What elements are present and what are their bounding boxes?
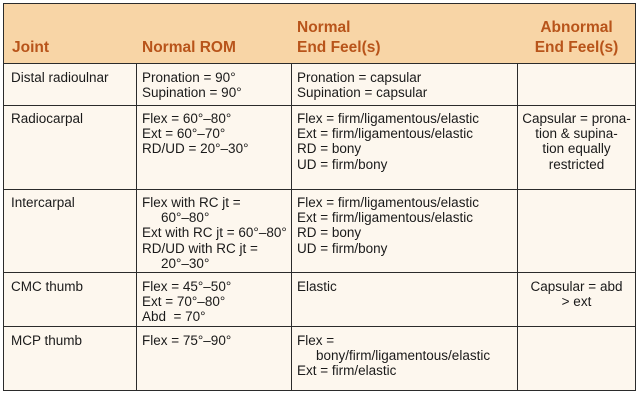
abnormal-line: Capsular = prona- bbox=[522, 111, 631, 126]
row-divider bbox=[4, 63, 635, 64]
rom-line: Ext with RC jt = 60°–80° bbox=[142, 225, 287, 241]
header-normal-end-feel-line-1: Normal bbox=[297, 19, 351, 36]
rom-line: Ext = 70°–80° bbox=[142, 294, 226, 310]
joint-end-feel-table bbox=[3, 3, 636, 391]
rom-line: Flex with RC jt = bbox=[142, 195, 241, 210]
table-header bbox=[4, 4, 635, 64]
end-feel-line: Elastic bbox=[297, 279, 337, 294]
end-feel-line: UD = firm/bony bbox=[297, 240, 388, 256]
header-joint: Joint bbox=[12, 39, 50, 56]
rom-line: Abd = 70° bbox=[142, 309, 206, 325]
abnormal-line: tion & supina- bbox=[535, 126, 618, 142]
rom-line: Ext = 60°–70° bbox=[142, 126, 226, 142]
end-feel-line: Supination = capsular bbox=[297, 85, 428, 101]
end-feel-line: UD = firm/bony bbox=[297, 156, 388, 172]
table-row-distal-radioulnar-end-feel bbox=[297, 70, 427, 100]
header-abnormal-end-feel-line-2: End Feel(s) bbox=[534, 39, 619, 56]
table-row-radiocarpal-rom bbox=[142, 111, 248, 157]
table-row-intercarpal-rom bbox=[142, 195, 287, 271]
end-feel-line: RD = bony bbox=[297, 225, 362, 241]
abnormal-line: Capsular = abd bbox=[530, 279, 623, 294]
end-feel-line: Flex = firm/ligamentous/elastic bbox=[297, 111, 479, 126]
abnormal-line: tion equally bbox=[542, 141, 611, 157]
rom-line: Supination = 90° bbox=[142, 85, 242, 101]
end-feel-line: Flex = bbox=[297, 333, 335, 348]
end-feel-line: bony/firm/ligamentous/elastic bbox=[316, 348, 491, 364]
table-row-cmc-thumb-joint: CMC thumb bbox=[11, 279, 84, 294]
table-row-cmc-thumb-rom bbox=[142, 279, 231, 325]
rom-line: Flex = 75°–90° bbox=[142, 333, 232, 348]
end-feel-line: Ext = firm/ligamentous/elastic bbox=[297, 210, 473, 226]
column-divider bbox=[291, 64, 292, 390]
table-row-radiocarpal-end-feel bbox=[297, 111, 479, 172]
abnormal-line: > ext bbox=[561, 294, 592, 310]
rom-line: Flex = 45°–50° bbox=[142, 279, 232, 294]
table-row-distal-radioulnar-joint: Distal radioulnar bbox=[11, 70, 109, 85]
table-row-mcp-thumb-end-feel bbox=[297, 333, 490, 379]
end-feel-line: Ext = firm/ligamentous/elastic bbox=[297, 126, 473, 142]
row-divider bbox=[4, 326, 635, 327]
table-row-intercarpal-end-feel bbox=[297, 195, 479, 256]
end-feel-line: RD = bony bbox=[297, 141, 362, 157]
header-abnormal-end-feel-line-1: Abnormal bbox=[540, 19, 613, 36]
table-row-intercarpal-joint: Intercarpal bbox=[11, 195, 75, 210]
table-row-mcp-thumb-joint: MCP thumb bbox=[11, 333, 83, 348]
table-row-cmc-thumb-end-feel bbox=[297, 279, 337, 294]
rom-line: RD/UD with RC jt = bbox=[142, 240, 258, 256]
rom-line: Flex = 60°–80° bbox=[142, 111, 232, 126]
rom-line: Pronation = 90° bbox=[142, 70, 236, 85]
header-normal-end-feel-line-2: End Feel(s) bbox=[297, 39, 381, 56]
header-abnormal-end-feel bbox=[518, 18, 635, 58]
row-divider bbox=[4, 189, 635, 190]
end-feel-line: Ext = firm/elastic bbox=[297, 363, 397, 379]
table-row-cmc-thumb-abnormal bbox=[518, 279, 635, 309]
abnormal-line: restricted bbox=[548, 156, 605, 172]
rom-line: 20°–30° bbox=[161, 255, 210, 271]
rom-line: 60°–80° bbox=[161, 210, 210, 226]
row-divider bbox=[4, 105, 635, 106]
table-row-radiocarpal-joint: Radiocarpal bbox=[11, 111, 84, 126]
table-row-mcp-thumb-rom bbox=[142, 333, 231, 348]
column-divider bbox=[136, 64, 137, 390]
header-normal-rom: Normal ROM bbox=[142, 39, 236, 56]
end-feel-line: Flex = firm/ligamentous/elastic bbox=[297, 195, 479, 210]
header-normal-end-feel bbox=[297, 18, 381, 58]
row-divider bbox=[4, 272, 635, 273]
end-feel-line: Pronation = capsular bbox=[297, 70, 422, 85]
rom-line: RD/UD = 20°–30° bbox=[142, 141, 249, 157]
table-row-distal-radioulnar-rom bbox=[142, 70, 242, 100]
table-row-radiocarpal-abnormal bbox=[518, 111, 635, 172]
